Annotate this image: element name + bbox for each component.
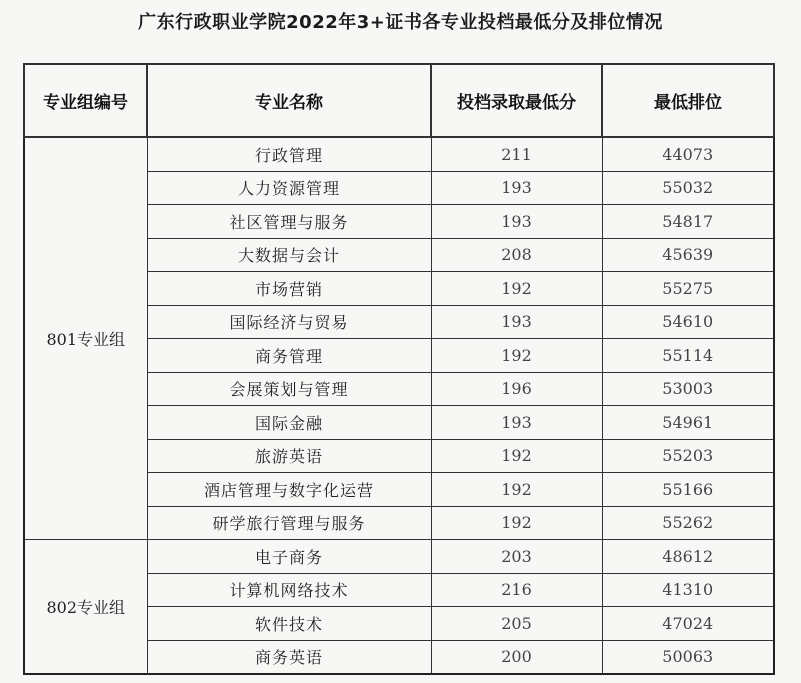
group-cell-802: 802专业组 — [24, 540, 147, 675]
page-title: 广东行政职业学院2022年3+证书各专业投档最低分及排位情况 — [138, 12, 663, 33]
admission-score-table — [23, 63, 775, 675]
major-cell: 国际金融 — [147, 406, 431, 440]
header-min-score: 投档录取最低分 — [431, 64, 602, 137]
score-cell: 205 — [431, 607, 602, 641]
header-major: 专业名称 — [147, 64, 431, 137]
major-cell: 酒店管理与数字化运营 — [147, 473, 431, 507]
rank-cell: 55114 — [602, 339, 774, 373]
rank-cell: 54610 — [602, 305, 774, 339]
rank-cell: 44073 — [602, 137, 774, 171]
table-header-row — [24, 64, 774, 137]
major-cell: 人力资源管理 — [147, 171, 431, 205]
rank-cell: 50063 — [602, 640, 774, 674]
group-cell-801: 801专业组 — [24, 137, 147, 540]
rank-cell: 48612 — [602, 540, 774, 574]
rank-cell: 55032 — [602, 171, 774, 205]
table-row — [24, 137, 774, 171]
score-cell: 192 — [431, 473, 602, 507]
rank-cell: 55262 — [602, 506, 774, 540]
score-cell: 211 — [431, 137, 602, 171]
major-cell: 研学旅行管理与服务 — [147, 506, 431, 540]
score-cell: 216 — [431, 573, 602, 607]
rank-cell: 45639 — [602, 238, 774, 272]
major-cell: 社区管理与服务 — [147, 205, 431, 239]
rank-cell: 55275 — [602, 272, 774, 306]
rank-cell: 53003 — [602, 372, 774, 406]
major-cell: 计算机网络技术 — [147, 573, 431, 607]
rank-cell: 54817 — [602, 205, 774, 239]
score-cell: 193 — [431, 205, 602, 239]
score-cell: 192 — [431, 506, 602, 540]
score-cell: 192 — [431, 439, 602, 473]
table-row — [24, 540, 774, 574]
header-group: 专业组编号 — [24, 64, 147, 137]
major-cell: 软件技术 — [147, 607, 431, 641]
score-cell: 192 — [431, 272, 602, 306]
major-cell: 行政管理 — [147, 137, 431, 171]
major-cell: 电子商务 — [147, 540, 431, 574]
score-cell: 203 — [431, 540, 602, 574]
score-cell: 193 — [431, 171, 602, 205]
major-cell: 大数据与会计 — [147, 238, 431, 272]
major-cell: 商务管理 — [147, 339, 431, 373]
header-min-rank: 最低排位 — [602, 64, 774, 137]
major-cell: 旅游英语 — [147, 439, 431, 473]
rank-cell: 47024 — [602, 607, 774, 641]
score-cell: 192 — [431, 339, 602, 373]
rank-cell: 41310 — [602, 573, 774, 607]
score-cell: 200 — [431, 640, 602, 674]
rank-cell: 55203 — [602, 439, 774, 473]
rank-cell: 54961 — [602, 406, 774, 440]
score-cell: 193 — [431, 406, 602, 440]
rank-cell: 55166 — [602, 473, 774, 507]
score-cell: 208 — [431, 238, 602, 272]
score-cell: 193 — [431, 305, 602, 339]
major-cell: 国际经济与贸易 — [147, 305, 431, 339]
major-cell: 会展策划与管理 — [147, 372, 431, 406]
major-cell: 商务英语 — [147, 640, 431, 674]
score-cell: 196 — [431, 372, 602, 406]
major-cell: 市场营销 — [147, 272, 431, 306]
